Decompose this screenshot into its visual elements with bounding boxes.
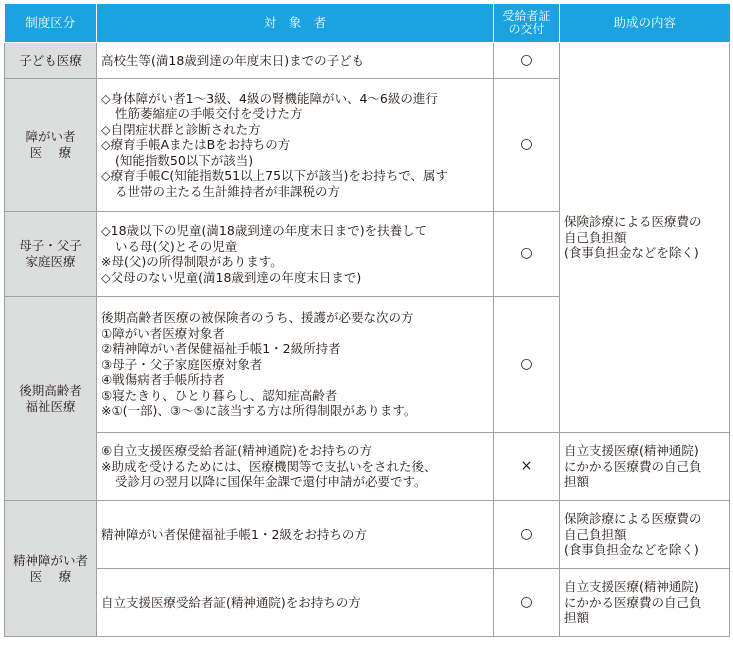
subsidy-shared-line: 自己負担額	[564, 229, 627, 245]
certificate-elderly-b: ×	[494, 433, 560, 501]
target-line: ※①(一部)、③～⑤に該当する方は所得制限があります。	[101, 403, 417, 419]
target-child: 高校生等(満18歳到達の年度末日)までの子ども	[97, 43, 494, 79]
target-line: る世帯の主たる生計維持者が非課税の方	[115, 183, 341, 199]
category-disability-line2: 医 療	[29, 145, 72, 160]
certificate-mental-b: ○	[494, 569, 560, 637]
subsidy-line: にかかる医療費の自己負	[564, 458, 702, 474]
subsidy-line: 自立支援医療(精神通院)	[564, 443, 699, 459]
subsidy-elderly-b	[560, 433, 730, 501]
category-single-parent	[5, 212, 97, 297]
subsidy-mental-b	[560, 569, 730, 637]
target-line: 後期高齢者医療の被保険者のうち、援護が必要な次の方	[101, 310, 414, 326]
certificate-single-parent: ○	[494, 212, 560, 297]
subsidy-mental-a	[560, 501, 730, 569]
table-row-mental-b	[5, 569, 730, 637]
category-disability-line1: 障がい者	[25, 129, 76, 144]
target-elderly-b	[97, 433, 494, 501]
target-line: いる母(父)とその児童	[115, 238, 238, 254]
target-line: ◇療育手帳C(知能指数51以上75以下が該当)をお持ちで、属す	[101, 168, 449, 184]
subsidy-line: (食事負担金などを除く)	[564, 542, 699, 558]
certificate-child: ○	[494, 43, 560, 79]
table-row-mental-a	[5, 501, 730, 569]
category-child: 子ども医療	[5, 43, 97, 79]
category-mental	[5, 501, 97, 637]
target-line: (知能指数50以下が該当)	[115, 152, 254, 168]
table-header-row	[5, 4, 730, 43]
header-target: 対 象 者	[97, 4, 494, 43]
category-mental-line1: 精神障がい者	[12, 552, 88, 568]
subsidy-shared	[560, 43, 730, 433]
target-line: ◇身体障がい者1～3級、4級の腎機能障がい、4～6級の進行	[101, 90, 438, 106]
subsidy-shared-line: (食事負担金などを除く)	[564, 245, 699, 261]
target-line: ◇自閉症状群と診断された方	[101, 121, 261, 137]
target-mental-a: 精神障がい者保健福祉手帳1・2級をお持ちの方	[97, 501, 494, 569]
target-line: ◇療育手帳AまたはBをお持ちの方	[101, 137, 291, 153]
category-single-parent-line1: 母子・父子	[19, 238, 82, 253]
target-line: 性筋萎縮症の手帳交付を受けた方	[115, 106, 303, 122]
subsidy-line: 自立支援医療(精神通院)	[564, 579, 699, 595]
target-line: ④戦傷病者手帳所持者	[101, 372, 225, 388]
target-line: ⑤寝たきり、ひとり暮らし、認知症高齢者	[101, 387, 338, 403]
subsidy-line: 担額	[564, 474, 590, 490]
certificate-elderly-a: ○	[494, 297, 560, 433]
category-mental-line2: 医 療	[29, 568, 72, 584]
table-row-elderly-b	[5, 433, 730, 501]
subsidy-line: 自己負担額	[564, 526, 627, 542]
certificate-mental-a: ○	[494, 501, 560, 569]
target-line: ◇父母のない児童(満18歳到達の年度末日まで)	[101, 269, 362, 285]
subsidy-shared-line: 保険診療による医療費の	[564, 214, 702, 230]
header-certificate-line1: 受給者証	[502, 9, 551, 23]
target-line: ⑥自立支援医療受給者証(精神通院)をお持ちの方	[101, 443, 372, 459]
target-line: ※母(父)の所得制限があります。	[101, 254, 283, 269]
target-elderly-a	[97, 297, 494, 433]
header-certificate-line2: の交付	[508, 22, 545, 36]
category-elderly-line1: 後期高齢者	[19, 382, 82, 398]
target-mental-b: 自立支援医療受給者証(精神通院)をお持ちの方	[97, 569, 494, 637]
table-row-child	[5, 43, 730, 79]
subsidy-line: 担額	[564, 610, 590, 626]
target-disability	[97, 79, 494, 212]
medical-subsidy-table	[4, 4, 730, 637]
header-category: 制度区分	[5, 4, 97, 43]
category-single-parent-line2: 家庭医療	[25, 254, 76, 269]
certificate-disability: ○	[494, 79, 560, 212]
target-line: ◇18歳以下の児童(満18歳到達の年度末日まで)を扶養して	[101, 223, 428, 238]
subsidy-line: にかかる医療費の自己負	[564, 594, 702, 610]
target-line: ③母子・父子家庭医療対象者	[101, 356, 263, 372]
target-line: ※助成を受けるためには、医療機関等で支払いをされた後、	[101, 458, 437, 474]
target-single-parent	[97, 212, 494, 297]
header-subsidy: 助成の内容	[560, 4, 730, 43]
target-line: ①障がい者医療対象者	[101, 325, 225, 341]
header-certificate	[494, 4, 560, 43]
subsidy-line: 保険診療による医療費の	[564, 511, 702, 527]
target-line: 受診月の翌月以降に国保年金課で還付申請が必要です。	[115, 474, 427, 490]
category-elderly-line2: 福祉医療	[25, 398, 76, 414]
target-line: ②精神障がい者保健福祉手帳1・2級所持者	[101, 341, 341, 357]
category-disability	[5, 79, 97, 212]
category-elderly	[5, 297, 97, 501]
